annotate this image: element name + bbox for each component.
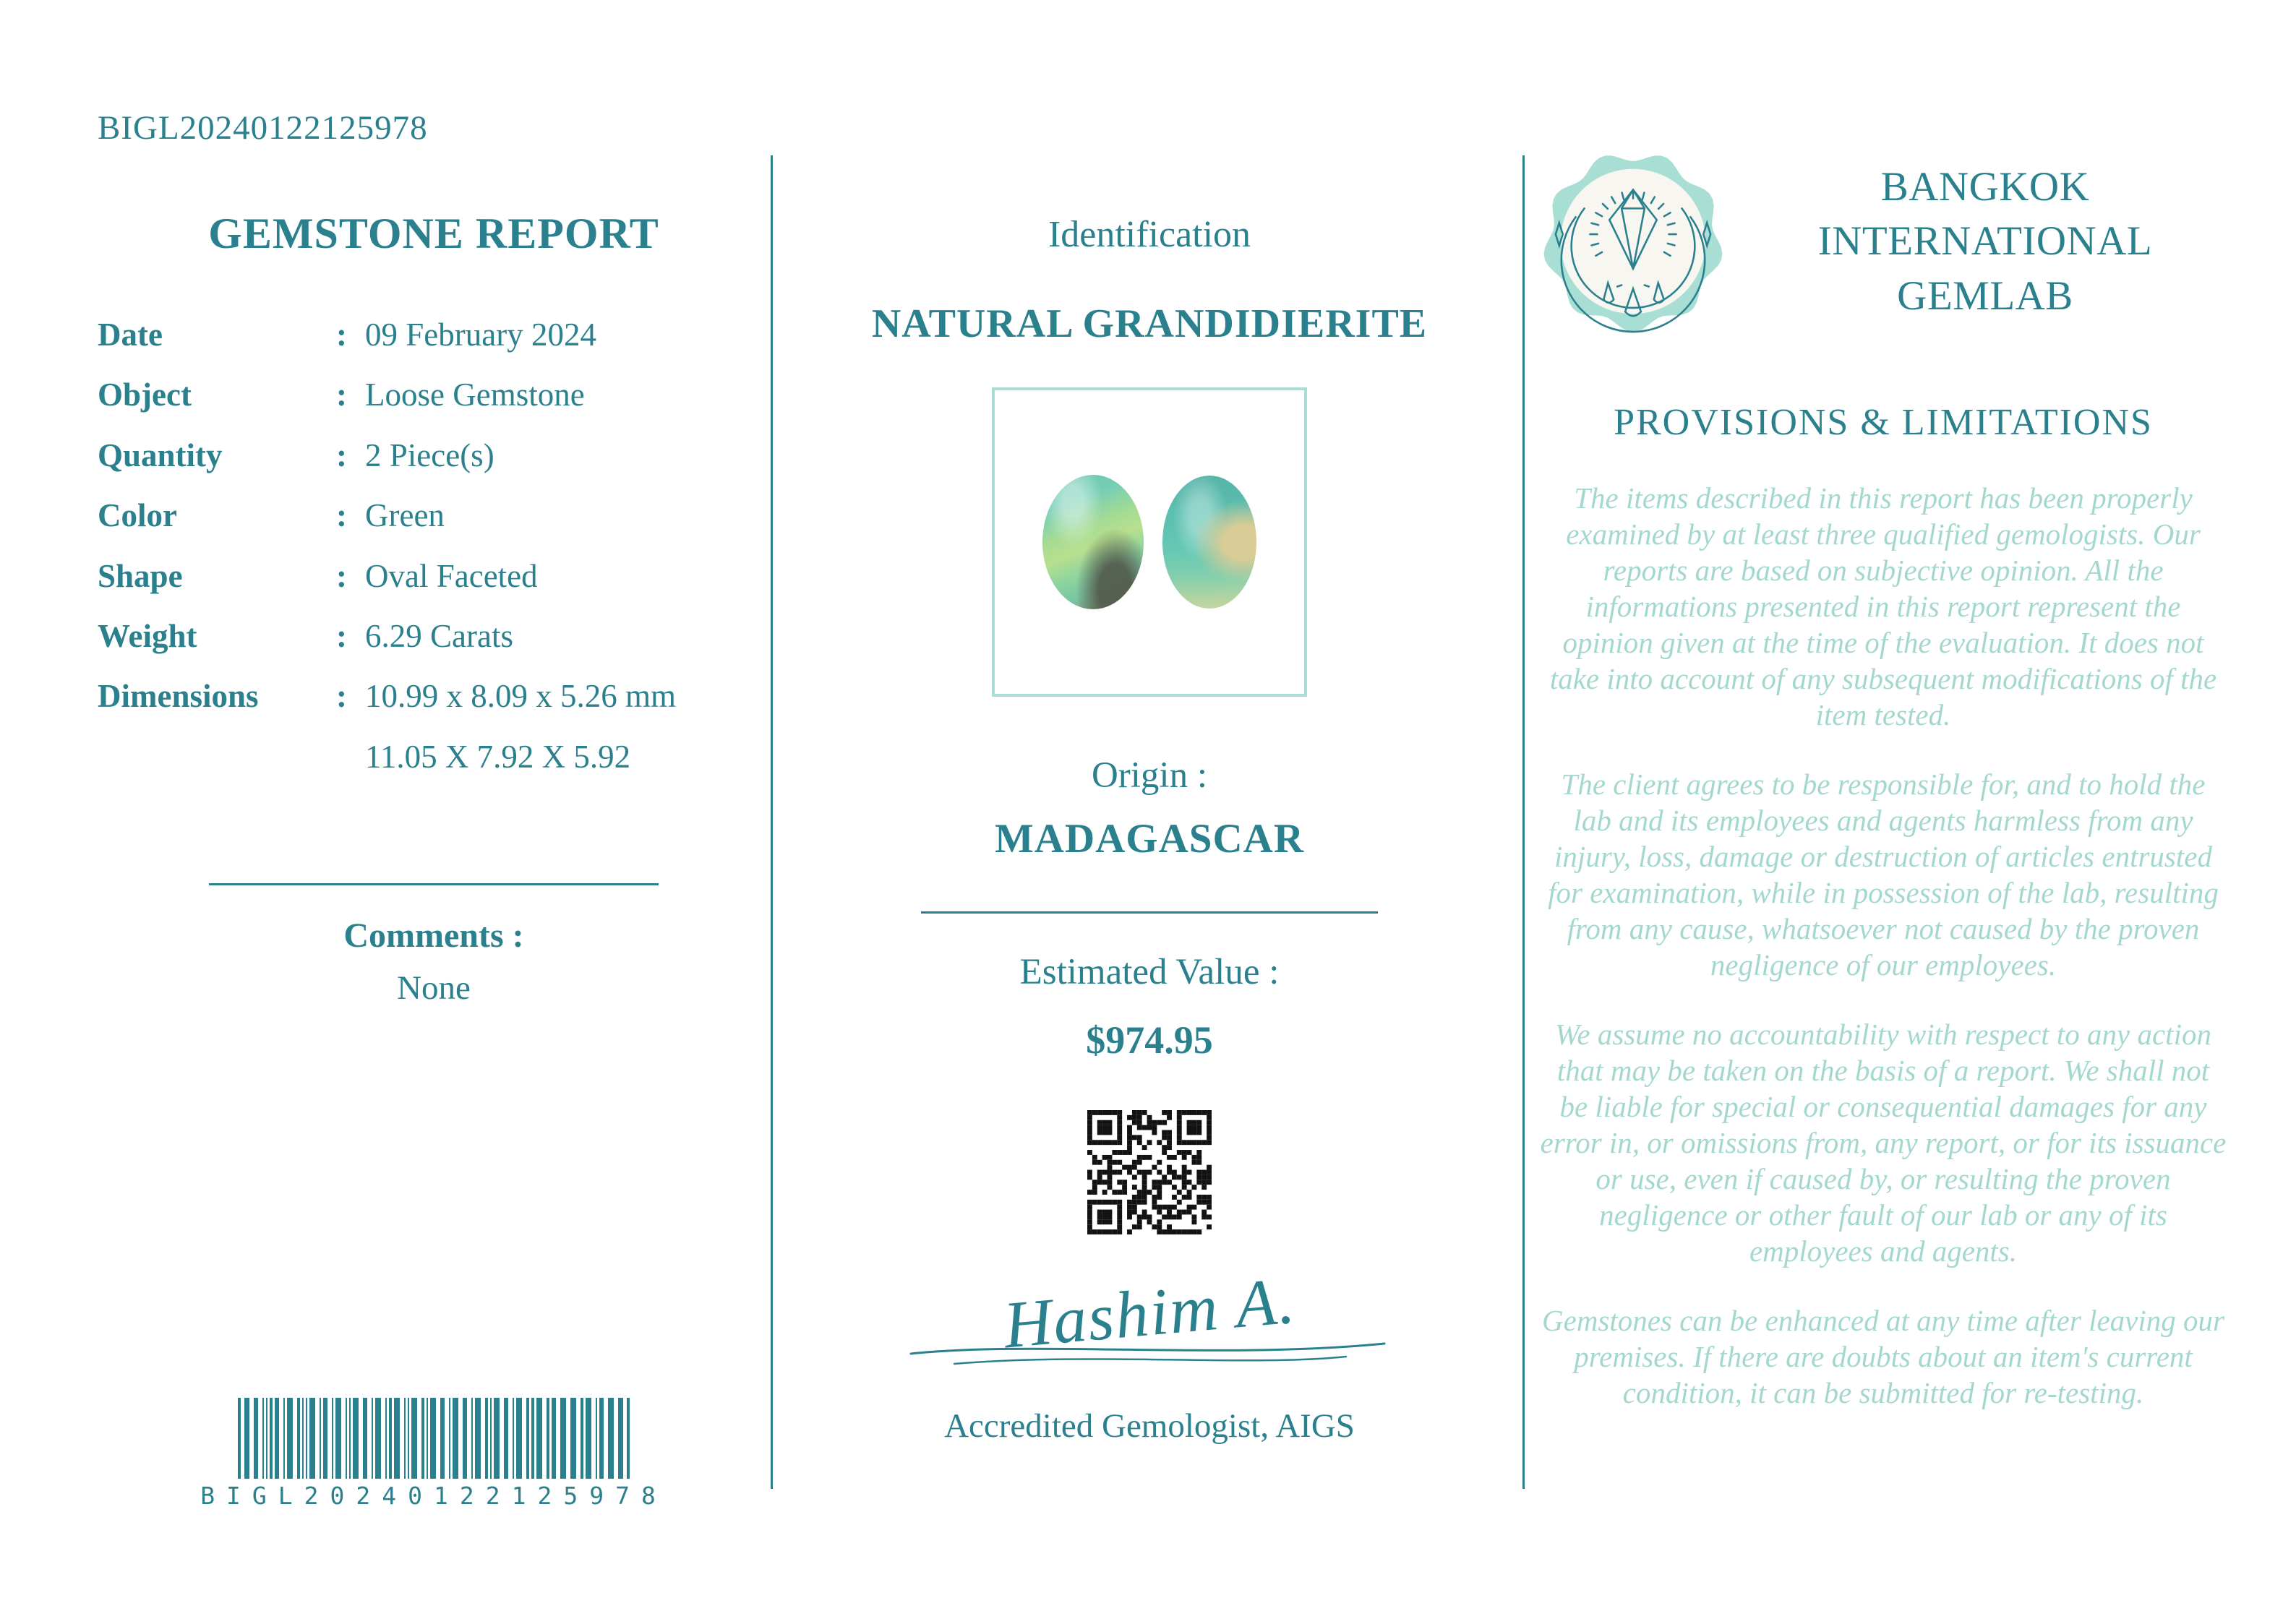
certificate-number: BIGL20240122125978 [98, 109, 428, 147]
gem-right-image [1162, 476, 1256, 609]
column-divider-left [771, 155, 773, 1489]
signer-title: Accredited Gemologist, AIGS [944, 1407, 1355, 1445]
field-label-date: Date [98, 317, 163, 353]
field-colon: : [336, 437, 347, 473]
field-label-empty [98, 739, 336, 775]
comments-divider [209, 883, 659, 885]
field-label-dimensions: Dimensions [98, 678, 259, 715]
field-value-shape: Oval Faceted [365, 557, 538, 594]
provisions-paragraph-1: The items described in this report has been properly examined by at least three qualified gemologists. Our reports are based on subjective opinion. All the informations presented in this report represent the opinion given at the time of the evaluation. It does not take into account of any subsequent modifications of the item tested. [1549, 481, 2217, 732]
provisions-title: PROVISIONS & LIMITATIONS [1614, 402, 2153, 443]
report-details-column [98, 108, 770, 1510]
lab-pendant-logo-icon [1540, 148, 1726, 335]
field-colon-empty [336, 739, 365, 775]
field-value-object: Loose Gemstone [365, 377, 585, 413]
barcode-text: BIGL20240122125978 [200, 1482, 667, 1511]
lab-name-line-3: GEMLAB [1897, 272, 2073, 319]
gemstone-photo [992, 387, 1307, 697]
field-colon: : [336, 678, 347, 715]
provisions-paragraph-3: We assume no accountability with respect to any action that may be taken on the basis of a report. We shall not be liable for special or consequential damages for any error in, or omissions from, any report, or for its issuance or use, even if caused by, or resulting the proven negligence or other fault of our lab or any of its employees and agents. [1540, 1018, 2227, 1268]
barcode [188, 1398, 680, 1510]
field-colon: : [336, 377, 347, 413]
field-value-dimensions: 10.99 x 8.09 x 5.26 mm [365, 678, 677, 715]
field-label-color: Color [98, 497, 177, 534]
provisions-paragraph-4: Gemstones can be enhanced at any time after leaving our premises. If there are doubts about an item's current condition, it can be submitted for re-testing. [1542, 1304, 2224, 1410]
value-divider [921, 911, 1378, 914]
origin-value: MADAGASCAR [995, 816, 1304, 862]
identification-column [788, 181, 1511, 1445]
field-value-color: Green [365, 497, 445, 534]
qr-code [1087, 1110, 1212, 1234]
signature-script: Hashim A. [1000, 1263, 1299, 1362]
report-title: GEMSTONE REPORT [208, 210, 659, 257]
field-label-object: Object [98, 377, 192, 413]
field-colon: : [336, 557, 347, 594]
report-fields [98, 317, 770, 775]
origin-label: Origin : [1091, 755, 1208, 796]
field-value-dimensions-2: 11.05 X 7.92 X 5.92 [365, 738, 631, 775]
lab-column [1540, 148, 2227, 1411]
field-label-quantity: Quantity [98, 437, 223, 473]
stone-name: NATURAL GRANDIDIERITE [871, 301, 1428, 346]
provisions-paragraph-2: The client agrees to be responsible for, and to hold the lab and its employees and agents harmless from any injury, loss, damage or destruction of articles entrusted for examination, while in possession of the lab, resulting from any cause, whatsoever not caused by the proven negligence of our employees. [1548, 768, 2219, 982]
lab-name-line-1: BANGKOK [1880, 164, 2090, 210]
field-value-weight: 6.29 Carats [365, 617, 513, 654]
comments-label: Comments : [343, 916, 524, 955]
field-label-weight: Weight [98, 617, 197, 654]
field-value-date: 09 February 2024 [365, 317, 596, 353]
estimated-value-label: Estimated Value : [1019, 952, 1280, 992]
barcode-bars [188, 1398, 680, 1479]
estimated-value-amount: $974.95 [1086, 1018, 1213, 1062]
lab-name [1744, 160, 2227, 323]
lab-name-line-2: INTERNATIONAL [1817, 218, 2153, 265]
field-value-quantity: 2 Piece(s) [365, 437, 494, 473]
column-divider-right [1522, 155, 1525, 1489]
identification-heading: Identification [1048, 214, 1251, 255]
field-colon: : [336, 617, 347, 654]
lab-header [1540, 148, 2227, 335]
comments-value: None [397, 969, 471, 1008]
field-colon: : [336, 497, 347, 534]
field-label-shape: Shape [98, 557, 183, 594]
gemologist-signature [788, 1263, 1511, 1401]
gem-left-image [1042, 475, 1144, 609]
field-colon: : [336, 317, 347, 353]
